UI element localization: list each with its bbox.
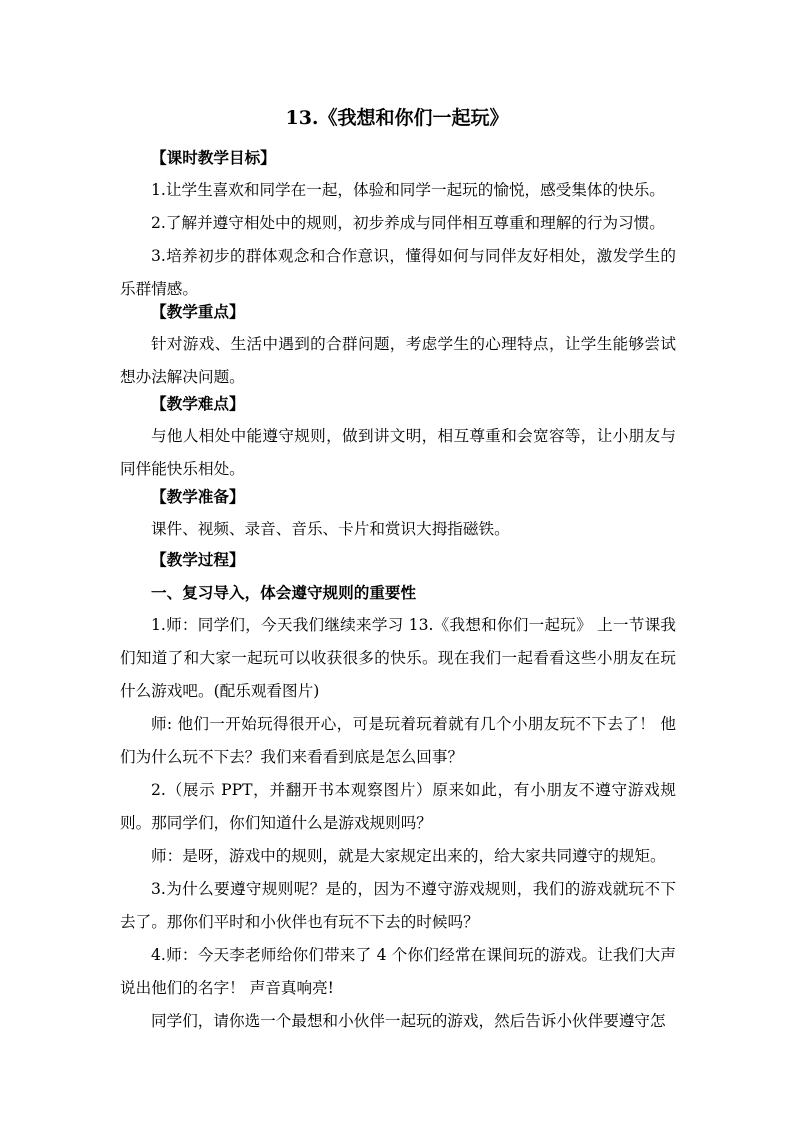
section-key-points: [120, 295, 676, 394]
section-preparation: [120, 480, 676, 546]
difficulties-text: 与他人相处中能遵守规则，做到讲文明，相互尊重和会宽容等，让小朋友与同伴能快乐相处。: [120, 427, 676, 478]
process-heading: 【教学过程】: [151, 550, 245, 569]
key-points-heading: 【教学重点】: [151, 302, 245, 321]
process-para-3: 2.（展示 PPT，并翻开书本观察图片）原来如此，有小朋友不遵守游戏规则。那同学们，你们知道什么是游戏规则吗？: [120, 781, 676, 832]
lesson-title: 13.《我想和你们一起玩》: [285, 107, 509, 129]
section-objectives: [120, 141, 676, 306]
difficulties-heading: 【教学难点】: [151, 394, 245, 413]
process-subheading: 一、复习导入，体会遵守规则的重要性: [151, 583, 417, 602]
preparation-text: 课件、视频、录音、音乐、卡片和赏识大拇指磁铁。: [151, 520, 510, 538]
key-points-text: 针对游戏、生活中遇到的合群问题，考虑学生的心理特点，让学生能够尝试想办法解决问题。: [120, 335, 676, 386]
objective-item-3: 3.培养初步的群体观念和合作意识，懂得如何与同伴友好相处，激发学生的乐群情感。: [120, 247, 676, 298]
process-para-6: 4.师：今天李老师给你们带来了 4 个你们经常在课间玩的游戏。让我们大声说出他们的名字！ 声音真响亮!: [120, 946, 676, 997]
process-para-1: 1.师：同学们，今天我们继续来学习 13.《我想和你们一起玩》 上一节课我们知道了和大家一起玩可以收获很多的快乐。现在我们一起看看这些小朋友在玩什么游戏吧。(配乐观看图片): [120, 616, 676, 700]
process-para-7: 同学们，请你选一个最想和小伙伴一起玩的游戏，然后告诉小伙伴要遵守怎: [151, 1012, 666, 1030]
process-para-5: 3.为什么要遵守规则呢？是的，因为不遵守游戏规则，我们的游戏就玩不下去了。那你们平时和小伙伴也有玩不下去的时候吗？: [120, 880, 676, 931]
preparation-heading: 【教学准备】: [151, 487, 245, 506]
objective-item-2: 2.了解并遵守相处中的规则，初步养成与同伴相互尊重和理解的行为习惯。: [151, 214, 665, 232]
process-para-2: 师: 他们一开始玩得很开心，可是玩着玩着就有几个小朋友玩不下去了！ 他们为什么玩不下去？我们来看看到底是怎么回事？: [120, 715, 676, 766]
objective-item-1: 1.让学生喜欢和同学在一起，体验和同学一起玩的愉悦，感受集体的快乐。: [151, 181, 665, 199]
process-para-4: 师：是呀，游戏中的规则，就是大家规定出来的，给大家共同遵守的规矩。: [151, 847, 666, 865]
objectives-heading: 【课时教学目标】: [151, 148, 276, 167]
section-difficulties: [120, 387, 676, 486]
section-process: [120, 543, 676, 1038]
